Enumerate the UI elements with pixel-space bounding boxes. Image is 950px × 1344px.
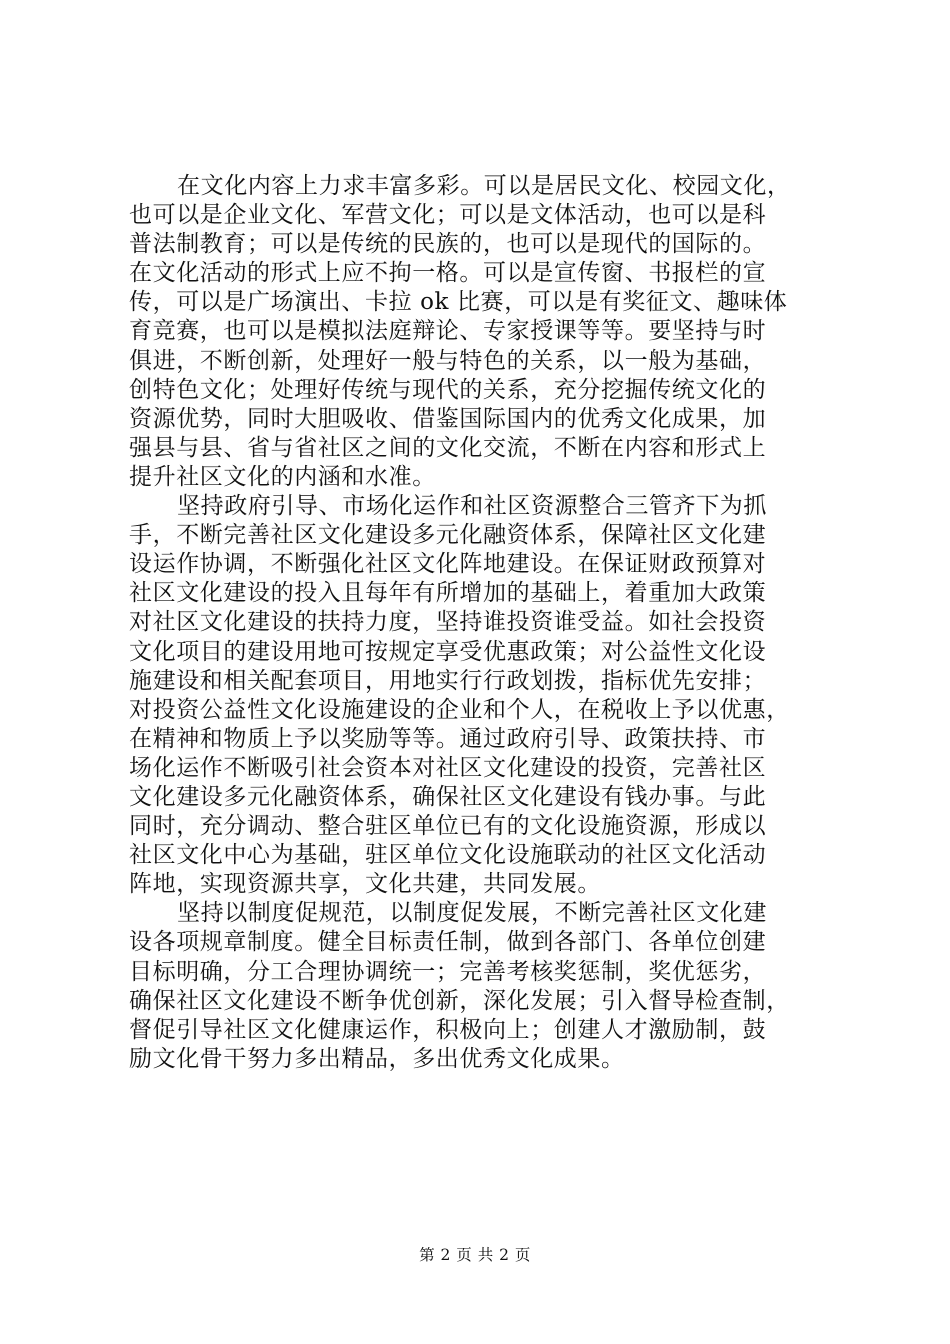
paragraph-1-line: 也可以是企业文化、军营文化；可以是文体活动，也可以是科 [129, 202, 767, 229]
paragraph-1-line: 提升社区文化的内涵和水准。 [129, 463, 436, 490]
paragraph-3-line: 设各项规章制度。健全目标责任制，做到各部门、各单位创建 [129, 929, 767, 956]
paragraph-1-line: 俱进，不断创新，处理好一般与特色的关系，以一般为基础， [129, 347, 767, 374]
page-number-footer: 第 2 页 共 2 页 [419, 1246, 531, 1264]
paragraph-2-line: 在精神和物质上予以奖励等等。通过政府引导、政策扶持、市 [129, 725, 767, 752]
body-text [129, 172, 833, 1074]
paragraph-2-line: 对投资公益性文化设施建设的企业和个人，在税收上予以优惠， [129, 696, 790, 723]
paragraph-2-line: 设运作协调，不断强化社区文化阵地建设。在保证财政预算对 [129, 551, 767, 578]
paragraph-3-line: 确保社区文化建设不断争优创新，深化发展；引入督导检查制， [129, 987, 790, 1014]
paragraph-3-line: 督促引导社区文化健康运作，积极向上；创建人才激励制，鼓 [129, 1016, 767, 1043]
paragraph-2-line: 坚持政府引导、市场化运作和社区资源整合三管齐下为抓 [177, 493, 767, 520]
paragraph-2-line: 社区文化建设的投入且每年有所增加的基础上，着重加大政策 [129, 580, 767, 607]
paragraph-1-line: 传，可以是广场演出、卡拉 ok 比赛，可以是有奖征文、趣味体 [129, 289, 788, 316]
paragraph-2-line: 社区文化中心为基础，驻区单位文化设施联动的社区文化活动 [129, 842, 767, 869]
paragraph-2-line: 场化运作不断吸引社会资本对社区文化建设的投资，完善社区 [129, 754, 767, 781]
paragraph-2-line: 文化项目的建设用地可按规定享受优惠政策；对公益性文化设 [129, 638, 767, 665]
paragraph-2-line: 同时，充分调动、整合驻区单位已有的文化设施资源，形成以 [129, 813, 767, 840]
paragraph-2-line: 手，不断完善社区文化建设多元化融资体系，保障社区文化建 [129, 522, 767, 549]
paragraph-2-line: 对社区文化建设的扶持力度，坚持谁投资谁受益。如社会投资 [129, 609, 767, 636]
paragraph-1-line: 在文化内容上力求丰富多彩。可以是居民文化、校园文化， [177, 173, 791, 199]
paragraph-1-line: 强县与县、省与省社区之间的文化交流，不断在内容和形式上 [129, 434, 767, 461]
paragraph-3-line: 坚持以制度促规范，以制度促发展，不断完善社区文化建 [177, 900, 767, 927]
paragraph-2-line: 施建设和相关配套项目，用地实行行政划拨，指标优先安排； [129, 667, 767, 694]
paragraph-2-line: 文化建设多元化融资体系，确保社区文化建设有钱办事。与此 [129, 783, 767, 810]
paragraph-1-line: 资源优势，同时大胆吸收、借鉴国际国内的优秀文化成果，加 [129, 405, 767, 432]
paragraph-3-line: 励文化骨干努力多出精品，多出优秀文化成果。 [129, 1045, 625, 1072]
paragraph-1-line: 育竞赛，也可以是模拟法庭辩论、专家授课等等。要坚持与时 [129, 318, 767, 345]
paragraph-1-line: 在文化活动的形式上应不拘一格。可以是宣传窗、书报栏的宣 [129, 260, 767, 287]
paragraph-1-line: 创特色文化；处理好传统与现代的关系，充分挖掘传统文化的 [129, 376, 767, 403]
paragraph-1-line: 普法制教育；可以是传统的民族的，也可以是现代的国际的。 [129, 231, 767, 258]
paragraph-2-line: 阵地，实现资源共享，文化共建，共同发展。 [129, 871, 601, 898]
paragraph-3-line: 目标明确，分工合理协调统一；完善考核奖惩制，奖优惩劣， [129, 958, 767, 985]
